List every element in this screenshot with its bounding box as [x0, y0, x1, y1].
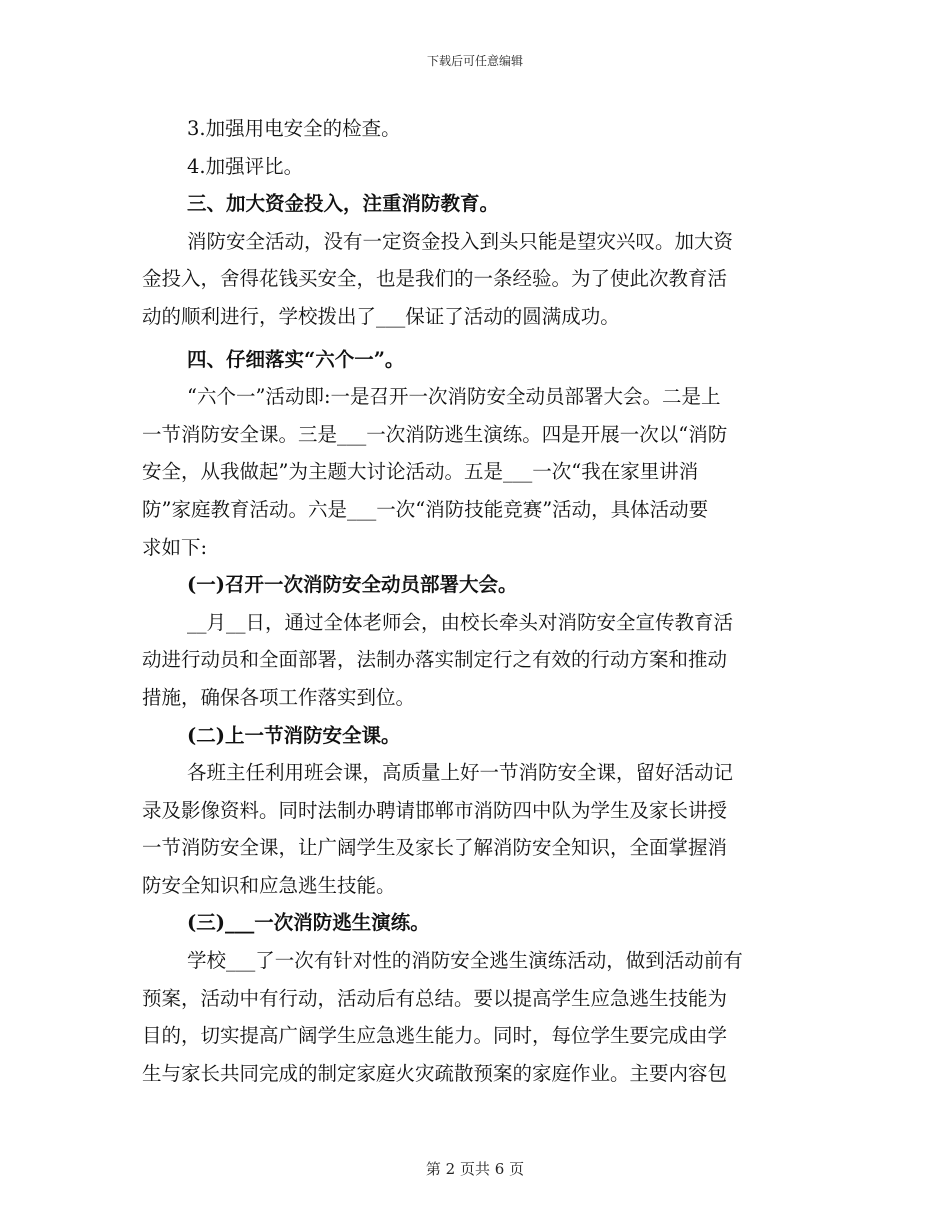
list-item-3: 3.加强用电安全的检查。	[187, 117, 401, 140]
page-header: 下载后可任意编辑	[426, 54, 523, 68]
list-item-4: 4.加强评比。	[187, 154, 304, 178]
paragraph-line: 动的顺利进行，学校拨出了___保证了活动的圆满成功。	[142, 304, 620, 328]
paragraph-line: 目的，切实提高广阔学生应急逃生能力。同时，每位学生要完成由学	[142, 1024, 728, 1048]
paragraph-line: 求如下:	[142, 535, 208, 559]
paragraph-line: 学校___了一次有针对性的消防安全逃生演练活动，做到活动前有	[187, 949, 743, 973]
section-heading-4: 四、仔细落实“六个一”。	[187, 347, 405, 371]
paragraph-line: 安全，从我做起”为主题大讨论活动。五是___一次“我在家里讲消	[142, 460, 699, 484]
document-body	[142, 110, 808, 1092]
paragraph-line: 动进行动员和全面部署，法制办落实制定行之有效的行动方案和推动	[142, 648, 728, 672]
paragraph-line: __月__日，通过全体老师会，由校长牵头对消防安全宣传教育活	[187, 610, 734, 634]
subsection-heading-1: (一)召开一次消防安全动员部署大会。	[187, 573, 518, 597]
page-number: 第 2 页共 6 页	[425, 1160, 525, 1178]
paragraph-line: 防”家庭教育活动。六是___一次“消防技能竞赛”活动，具体活动要	[142, 497, 709, 521]
paragraph-line: 措施，确保各项工作落实到位。	[142, 685, 416, 709]
paragraph-line: 一节消防安全课。三是___一次消防逃生演练。四是开展一次以“消防	[142, 422, 728, 446]
paragraph-line: “六个一”活动即:一是召开一次消防安全动员部署大会。二是上	[187, 385, 721, 409]
paragraph-line: 录及影像资料。同时法制办聘请邯郸市消防四中队为学生及家长讲授	[142, 798, 728, 822]
subsection-heading-2: (二)上一节消防安全课。	[187, 723, 401, 747]
paragraph-line: 防安全知识和应急逃生技能。	[142, 873, 396, 897]
subsection-heading-3: (三)___一次消防逃生演练。	[187, 911, 430, 935]
paragraph-line: 预案，活动中有行动，活动后有总结。要以提高学生应急逃生技能为	[142, 986, 728, 1010]
paragraph-line: 金投入，舍得花钱买安全，也是我们的一条经验。为了使此次教育活	[142, 267, 728, 291]
paragraph-line: 一节消防安全课，让广阔学生及家长了解消防安全知识，全面掌握消	[142, 836, 728, 860]
section-heading-3: 三、加大资金投入，注重消防教育。	[187, 192, 500, 216]
paragraph-line: 各班主任利用班会课，高质量上好一节消防安全课，留好活动记	[187, 761, 734, 785]
paragraph-line: 生与家长共同完成的制定家庭火灾疏散预案的家庭作业。主要内容包	[142, 1061, 728, 1085]
paragraph-line: 消防安全活动，没有一定资金投入到头只能是望灾兴叹。加大资	[187, 229, 734, 253]
